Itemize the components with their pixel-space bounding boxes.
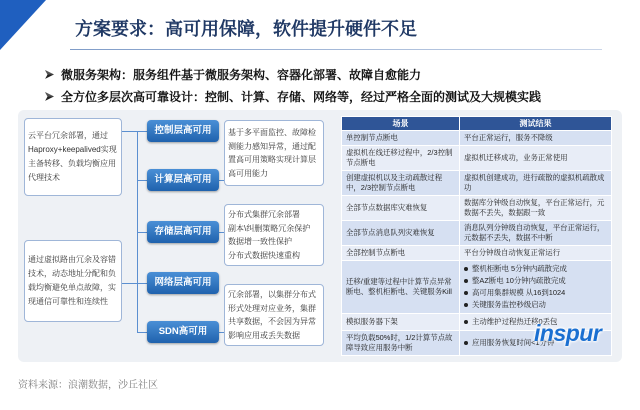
result-item-text: 整AZ断电 10分钟内疏散完成 bbox=[472, 276, 566, 285]
control-layer-note bbox=[24, 118, 122, 196]
note-line: 分布式数据快速重构 bbox=[228, 250, 300, 260]
key-point-text: 微服务架构：服务组件基于微服务架构、容器化部署、故障自愈能力 bbox=[61, 67, 422, 82]
title-divider bbox=[70, 49, 602, 50]
bullet-icon bbox=[464, 341, 468, 345]
result-item-text: 主动维护过程热迁移0丢包 bbox=[472, 317, 558, 326]
connector bbox=[137, 131, 147, 132]
bullet-icon bbox=[464, 279, 468, 283]
note-text: 基于多平面监控、故障检测能力感知异常，通过配置高可用策略实现计算层高可用能力 bbox=[228, 128, 316, 178]
result-item bbox=[464, 275, 607, 287]
key-point bbox=[44, 63, 541, 85]
connector bbox=[137, 232, 147, 233]
corner-decoration bbox=[0, 0, 46, 50]
result-item-text: 应用服务恢复时间<1分钟 bbox=[472, 338, 555, 347]
network-layer-label: 网络层高可用 bbox=[147, 272, 219, 294]
result-cell: 平台正常运行，服务不降级 bbox=[460, 131, 612, 146]
table-row bbox=[342, 246, 612, 261]
note-text: 通过虚拟路由冗余及容错技术，动态地址分配和负载均衡避免单点故障，实现通信可靠性和连续性 bbox=[28, 255, 116, 306]
bullet-icon bbox=[464, 267, 468, 271]
scenario-cell: 迁移/重建等过程中计算节点异常断电、整机柜断电、关键服务Kill bbox=[342, 261, 460, 314]
result-list bbox=[464, 263, 607, 311]
note-text: 冗余部署，以集群分布式形式处理对应业务，集群共享数据，不会因为异常影响应用或丢失数据 bbox=[228, 290, 316, 340]
result-item bbox=[464, 299, 607, 311]
column-header-scenario: 场景 bbox=[342, 117, 460, 131]
note-line: 副本\纠删策略冗余保护 bbox=[228, 223, 311, 233]
scenario-cell: 全部控制节点断电 bbox=[342, 246, 460, 261]
sdn-layer-note bbox=[224, 284, 324, 346]
result-item-text: 关键服务监控秒级启动 bbox=[472, 300, 546, 309]
result-item-text: 高可用集群规模 从16到1024 bbox=[472, 288, 566, 297]
key-points bbox=[44, 63, 541, 107]
connector bbox=[137, 332, 147, 333]
compute-layer-note bbox=[224, 120, 324, 186]
arrow-bullet-icon bbox=[44, 91, 55, 102]
note-text: 云平台冗余部署，通过Haproxy+keepalived实现主备转移、负载均衡应用代理技术 bbox=[28, 131, 117, 182]
table-header-row bbox=[342, 117, 612, 131]
table-row bbox=[342, 221, 612, 246]
connector bbox=[137, 180, 147, 181]
result-item bbox=[464, 287, 607, 299]
scenario-cell: 全部节点数据库灾难恢复 bbox=[342, 196, 460, 221]
note-line: 分布式集群冗余部署 bbox=[228, 210, 300, 219]
bullet-icon bbox=[464, 291, 468, 295]
connector bbox=[122, 131, 137, 132]
bullet-icon bbox=[464, 303, 468, 307]
bullet-icon bbox=[464, 320, 468, 324]
result-item-text: 整机柜断电 5分钟内疏散完成 bbox=[472, 264, 567, 273]
result-cell: 虚拟机创建成功，进行疏散的虚拟机疏散成功 bbox=[460, 171, 612, 196]
table-row bbox=[342, 171, 612, 196]
connector bbox=[137, 283, 147, 284]
result-cell: 消息队列分钟级自动恢复，平台正常运行，元数据不丢失，数据不中断 bbox=[460, 221, 612, 246]
scenario-cell: 虚拟机在线迁移过程中，2/3控制节点断电 bbox=[342, 146, 460, 171]
page-title: 方案要求：高可用保障，软件提升硬件不足 bbox=[75, 19, 417, 39]
key-point-text: 全方位多层次高可靠设计：控制、计算、存储、网络等，经过严格全面的测试及大规模实践 bbox=[61, 89, 542, 104]
table-row bbox=[342, 131, 612, 146]
connector bbox=[122, 283, 137, 284]
note-line: 数据增一致性保护 bbox=[228, 237, 292, 246]
scenario-cell: 单控制节点断电 bbox=[342, 131, 460, 146]
storage-layer-note bbox=[224, 204, 324, 266]
result-cell: 虚拟机迁移成功，业务正常使用 bbox=[460, 146, 612, 171]
table-row bbox=[342, 196, 612, 221]
compute-layer-label: 计算层高可用 bbox=[147, 169, 219, 191]
result-cell: 平台分钟级自动恢复正常运行 bbox=[460, 246, 612, 261]
scenario-cell: 模拟服务器下架 bbox=[342, 314, 460, 331]
network-layer-note bbox=[24, 240, 122, 322]
table-row bbox=[342, 261, 612, 314]
arrow-bullet-icon bbox=[44, 69, 55, 80]
control-layer-label: 控制层高可用 bbox=[147, 120, 219, 142]
source-note: 资料来源：浪潮数据，沙丘社区 bbox=[18, 380, 158, 391]
table-row bbox=[342, 146, 612, 171]
storage-layer-label: 存储层高可用 bbox=[147, 221, 219, 243]
inspur-logo: inspur bbox=[534, 320, 602, 346]
result-item bbox=[464, 263, 607, 275]
column-header-result: 测试结果 bbox=[460, 117, 612, 131]
sdn-layer-label: SDN高可用 bbox=[147, 321, 219, 343]
scenario-cell: 平均负载50%时，1/2计算节点故障导致应用服务中断 bbox=[342, 331, 460, 356]
result-cell: 数据库分钟级自动恢复，平台正常运行，元数据不丢失，数据跟一致 bbox=[460, 196, 612, 221]
key-point bbox=[44, 85, 541, 107]
scenario-cell: 全部节点消息队列灾难恢复 bbox=[342, 221, 460, 246]
scenario-cell: 创建虚拟机以及主动疏散过程中，2/3控制节点断电 bbox=[342, 171, 460, 196]
result-cell bbox=[460, 261, 612, 314]
